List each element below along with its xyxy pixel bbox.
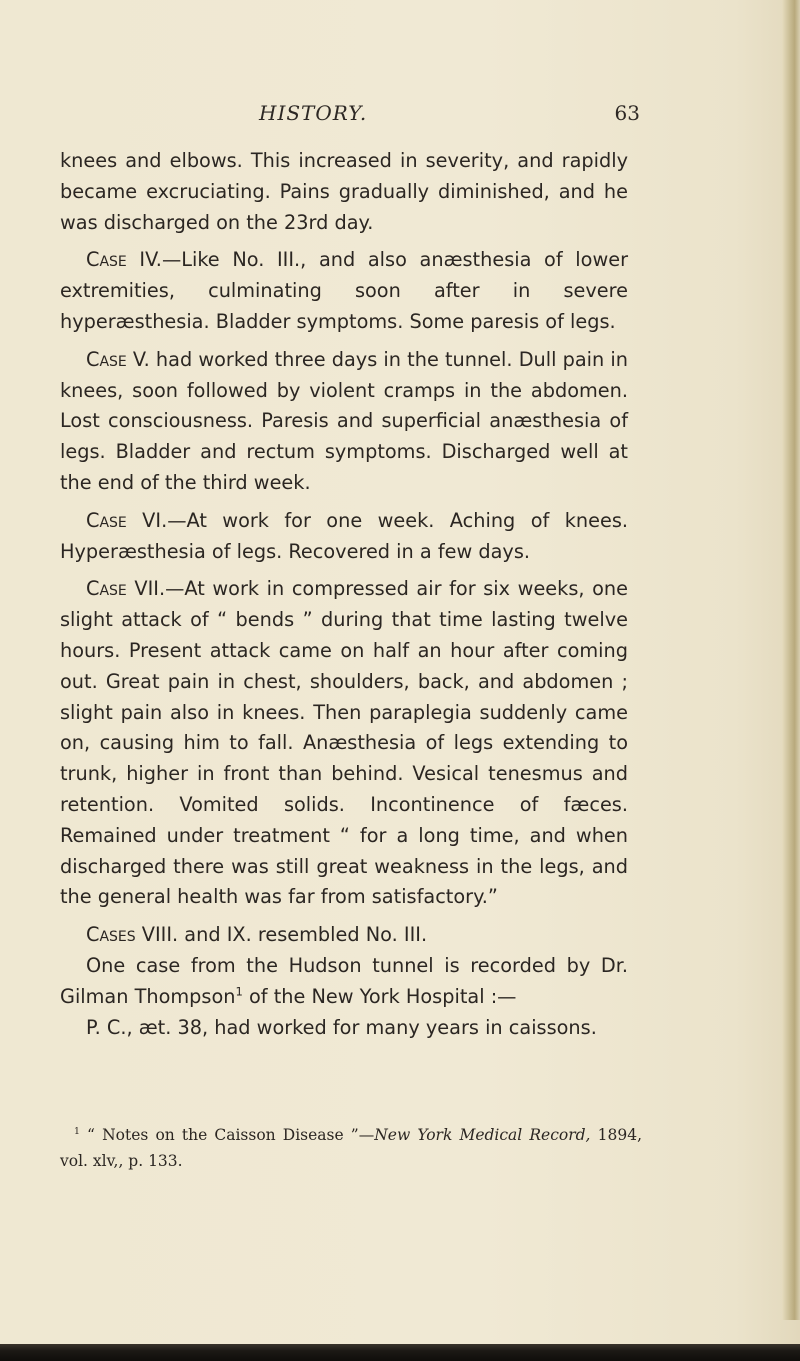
body-text xyxy=(60,146,628,1043)
case-label: Case IV. xyxy=(86,248,162,272)
paragraph-case-v xyxy=(60,345,628,499)
paragraph-cases-viii-ix xyxy=(60,920,628,951)
case-label: Cases VIII. xyxy=(86,923,179,947)
paragraph-text: P. C., æt. 38, had worked for many years in caissons. xyxy=(86,1015,597,1039)
paragraph-text: —At work for one week. Aching of knees. Hyperæsthesia of legs. Recovered in a few days. xyxy=(60,508,628,563)
paragraph-text: knees and elbows. This increased in severity, and rapidly became excruciating. Pains gradually diminished, and he was discharged on the 23rd day. xyxy=(60,149,628,234)
paragraph-text: One case from the Hudson tunnel is recorded by Dr. Gilman Thompson xyxy=(60,953,628,1008)
paragraph-case-vii xyxy=(60,574,628,913)
footnote-mark: 1 xyxy=(74,1125,80,1137)
footnote-journal: New York Medical Record, xyxy=(374,1126,591,1144)
case-label: Case VII. xyxy=(86,577,166,601)
case-label: Case VI. xyxy=(86,508,168,532)
footnote-reference: 1 xyxy=(235,984,243,999)
paragraph-case-vi xyxy=(60,506,628,568)
paragraph-text: —Like No. III., and also anæsthesia of lower extremities, culminating soon after in severe hyperæsthesia. Bladder symptoms. Some paresis of legs. xyxy=(60,248,629,333)
paragraph-patient xyxy=(60,1013,628,1044)
paragraph-text: —At work in compressed air for six weeks, one slight attack of “ bends ” during that time lasting twelve hours. Present attack came on half an hour after coming out. Great pain in chest, shoulders, back, and abdomen ; slight pain also in knees. Then paraplegia suddenly came on, causing him to fall. Anæsthesia of legs extending to trunk, higher in front than behind. Vesical tenesmus and retention. Vomited solids. Incontinence of fæces. Remained under treatment “ for a long time, and when discharged there was still great weakness in the legs, and the general health was far from satisfactory.” xyxy=(60,577,629,909)
page-header xyxy=(60,101,640,131)
page-number: 63 xyxy=(614,101,640,125)
footnote-citation: 1894, vol. xlv,, p. 133. xyxy=(60,1126,642,1170)
paragraph-text: and IX. resembled No. III. xyxy=(178,923,428,947)
paragraph-text: of the New York Hospital :— xyxy=(242,984,517,1008)
paragraph-hudson-tunnel xyxy=(60,951,628,1013)
paragraph-continuation xyxy=(60,146,628,238)
paragraph-text: had worked three days in the tunnel. Dull pain in knees, soon followed by violent cramps in the abdomen. Lost consciousness. Paresis and superficial anæsthesia of legs. Bladder and rectum symptoms. Discharged well at the end of the third week. xyxy=(60,347,628,494)
scan-bottom-edge xyxy=(0,1344,800,1361)
footnote-title: “ Notes on the Caisson Disease ”— xyxy=(79,1126,375,1144)
running-head: HISTORY. xyxy=(259,101,368,125)
case-label: Case V. xyxy=(86,347,150,371)
page-edge-shadow xyxy=(782,0,800,1320)
paragraph-case-iv xyxy=(60,245,628,337)
footnote xyxy=(60,1122,642,1174)
